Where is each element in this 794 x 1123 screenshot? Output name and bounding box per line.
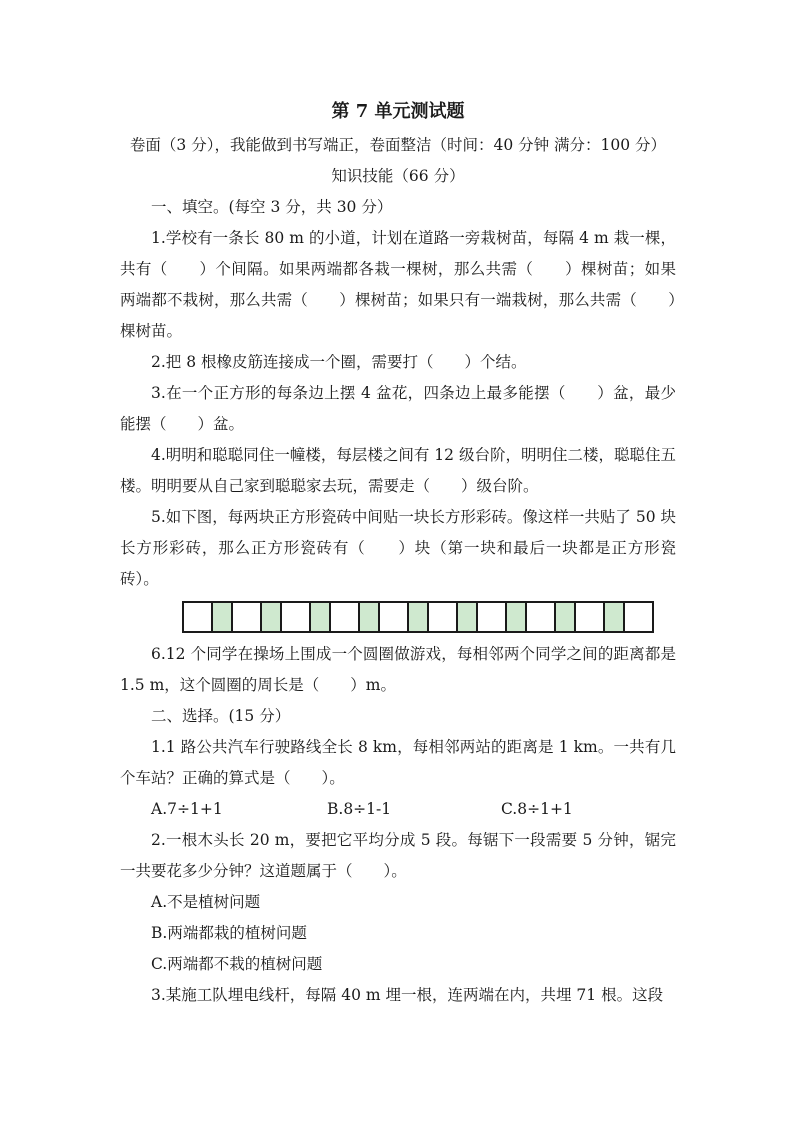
rect-tile [507,603,527,631]
square-tile [625,603,654,631]
rect-tile [605,603,625,631]
question-1-3: 3.在一个正方形的每条边上摆 4 盆花，四条边上最多能摆（ ）盆，最少能摆（ ）盆。 [120,384,676,433]
rect-tile [409,603,429,631]
rect-tile [360,603,380,631]
question-1-4: 4.明明和聪聪同住一幢楼，每层楼之间有 12 级台阶，明明住二楼，聪聪住五楼。明明要从自己家到聪聪家去玩，需要走（ ）级台阶。 [120,446,676,495]
part2-heading: 二、选择。(15 分） [151,707,291,725]
question-1-6: 6.12 个同学在操场上围成一个圆圈做游戏，每相邻两个同学之间的距离都是 1.5 m，这个圆圈的周长是（ ）m。 [120,645,676,694]
square-tile [282,603,311,631]
page-title: 第 7 单元测试题 [331,101,465,122]
option-a[interactable]: A.7÷1+1 [151,800,223,818]
header-note: 卷面（3 分），我能做到书写端正，卷面整洁（时间：40 分钟 满分：100 分） [129,136,667,154]
rect-tile [262,603,282,631]
square-tile [233,603,262,631]
option-b[interactable]: B.两端都栽的植树问题 [151,924,307,942]
square-tile [429,603,458,631]
rect-tile [556,603,576,631]
section-heading: 知识技能（66 分） [331,167,465,185]
rect-tile [458,603,478,631]
square-tile [478,603,507,631]
exam-page [120,96,676,1011]
question-2-2: 2.一根木头长 20 m，要把它平均分成 5 段。每锯下一段需要 5 分钟，锯完一共要花多少分钟？这道题属于（ ）。 [120,831,676,880]
option-c[interactable]: C.8÷1+1 [501,800,573,818]
option-b[interactable]: B.8÷1-1 [327,800,392,818]
rect-tile [311,603,331,631]
part1-heading: 一、填空。(每空 3 分，共 30 分） [151,198,393,216]
question-1-2: 2.把 8 根橡皮筋连接成一个圈，需要打（ ）个结。 [151,353,527,371]
question-2-3: 3.某施工队埋电线杆，每隔 40 m 埋一根，连两端在内，共埋 71 根。这段 [151,986,664,1004]
question-2-1: 1.1 路公共汽车行驶路线全长 8 km，每相邻两站的距离是 1 km。一共有几个车站？正确的算式是（ ）。 [120,738,676,787]
square-tile [184,603,213,631]
square-tile [576,603,605,631]
square-tile [527,603,556,631]
rect-tile [213,603,233,631]
question-1-1: 1.学校有一条长 80 m 的小道，计划在道路一旁栽树苗，每隔 4 m 栽一棵，共有（ ）个间隔。如果两端都各栽一棵树，那么共需（ ）棵树苗；如果两端都不栽树，那么共需（ ）棵树苗；如果只有一端栽树，那么共需（ ）棵树苗。 [120,229,676,340]
square-tile [380,603,409,631]
option-c[interactable]: C.两端都不栽的植树问题 [151,955,323,973]
question-1-5: 5.如下图，每两块正方形瓷砖中间贴一块长方形彩砖。像这样一共贴了 50 块长方形彩砖，那么正方形瓷砖有（ ）块（第一块和最后一块都是正方形瓷砖）。 [120,508,676,588]
tile-strip-figure [182,601,654,633]
option-a[interactable]: A.不是植树问题 [151,893,261,911]
question-2-1-options [120,794,676,825]
square-tile [331,603,360,631]
